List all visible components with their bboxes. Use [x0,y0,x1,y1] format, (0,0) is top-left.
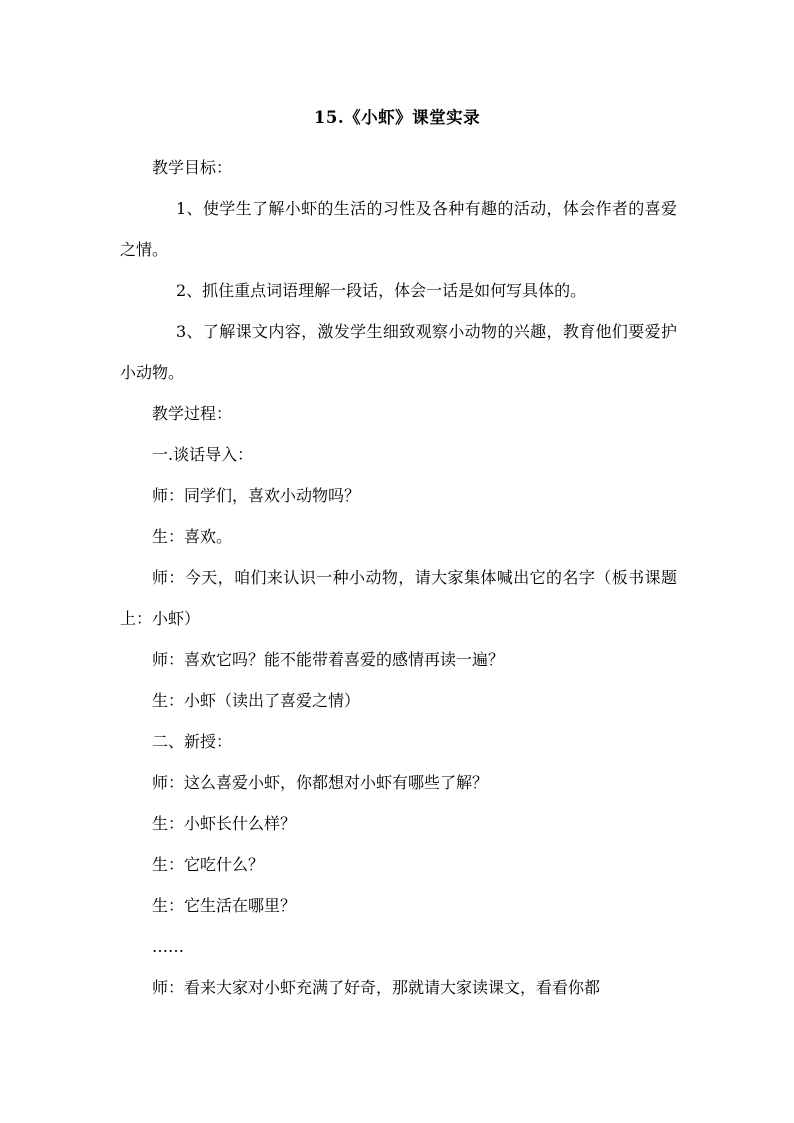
paragraph-dialogue-line: 生：它生活在哪里？ [152,896,297,915]
paragraph-goal-3: 3、了解课文内容，激发学生细致观察小动物的兴趣，教育他们要爱护小动物。 [120,322,677,382]
paragraph-goal-1: 1、使学生了解小虾的生活的习性及各种有趣的活动，体会作者的喜爱之情。 [120,199,677,259]
paragraph-dialogue-line: 师：喜欢它吗？能不能带着喜爱的感情再读一遍？ [152,650,505,669]
paragraph-dialogue-line: 生：小虾（读出了喜爱之情） [152,691,361,710]
paragraph-dialogue-line: 生：小虾长什么样？ [152,814,297,833]
paragraph-section-intro: 一.谈话导入： [152,445,254,464]
paragraph-ellipsis: …… [152,937,184,956]
document-title: 15.《小虾》课堂实录 [313,108,481,127]
paragraph-dialogue-line: 师：这么喜爱小虾，你都想对小虾有哪些了解？ [152,773,489,792]
paragraph-dialogue-line: 师：今天，咱们来认识一种小动物，请大家集体喊出它的名字（板书课题上：小虾） [120,568,677,628]
paragraph-section-new-lesson: 二、新授： [152,732,233,751]
paragraph-dialogue-line: 师：同学们，喜欢小动物吗？ [152,486,361,505]
paragraph-teaching-process-heading: 教学过程： [152,404,233,423]
paragraph-dialogue-line: 师：看来大家对小虾充满了好奇，那就请大家读课文，看看你都 [152,978,601,997]
paragraph-dialogue-line: 生：喜欢。 [152,527,233,546]
paragraph-goal-2: 2、抓住重点词语理解一段话，体会一话是如何写具体的。 [176,281,587,300]
paragraph-teaching-goals-heading: 教学目标： [152,158,233,177]
paragraph-dialogue-line: 生：它吃什么？ [152,855,265,874]
document-body [120,147,677,1008]
